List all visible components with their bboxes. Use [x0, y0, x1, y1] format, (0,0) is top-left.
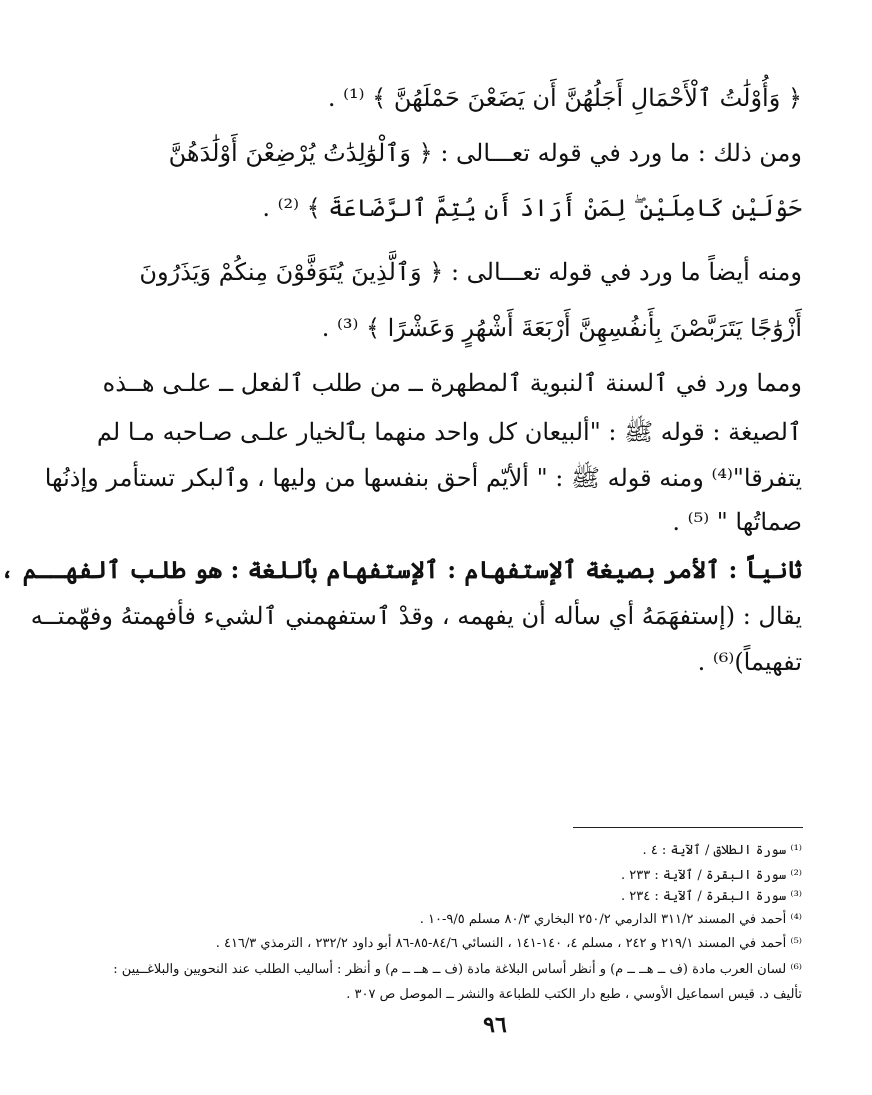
footnote-6-continued: تأليف د. قيس اسماعيل الأوسي ، طبع دار الكتب للطباعة والنشر ــ الموصل ص ٣٠٧ . — [346, 987, 802, 1002]
section-heading-line: ثانياً : ٱلأمر بصيغة ٱلإستفهام : ٱلإستفهام بٱللغة : هو طلب ٱلفهــم ، — [0, 555, 802, 584]
text-line-6: ومما ورد في ٱلسنة ٱلنبوية ٱلمطهرة ــ من طلب ٱلفعل ــ علـى هــذه — [102, 369, 802, 397]
text-line-2: ومن ذلك : ما ورد في قوله تعـــالى : ﴿ وَٱلْوَٰلِدَٰتُ يُرْضِعْنَ أَوْلَٰدَهُنَّ — [168, 139, 802, 167]
text-line-quran-verse-1: ﴿ وَأُوْلَٰتُ ٱلْأَحْمَالِ أَجَلُهُنَّ أَن يَضَعْنَ حَمْلَهُنَّ ﴾ ⁽¹⁾ . — [327, 84, 802, 112]
text-line-3: حَوْلَيْنِ كَامِلَيْنِ ۖ لِمَنْ أَرَادَ أَن يُتِمَّ ٱلرَّضَاعَةَ ﴾ ⁽²⁾ . — [262, 194, 802, 222]
footnote-4: ⁽⁴⁾ أحمد في المسند ٣١١/٢ الدارمي ٢٥٠/٢ البخاري ٨٠/٣ مسلم ٩/٥-١٠ . — [419, 912, 802, 927]
page-number: ٩٦ — [483, 1012, 507, 1038]
text-line-11: يقال : (إستفهَمَهُ أي سأله أن يفهمه ، وقدْ ٱستفهمني ٱلشيء فأفهمتهُ وفهّمتــه — [30, 602, 802, 630]
footnote-5: ⁽⁵⁾ أحمد في المسند ٢١٩/١ و ٢٤٢ ، مسلم ٤، ١٤٠-١٤١ ، النسائي ٨٤/٦-٨٥-٨٦ أبو داود ٢٣٢/٢ ، الترمذي ٤١٦/٣ . — [215, 936, 802, 951]
footnote-1: ⁽¹⁾ سورة الطلاق / ٱلآية : ٤ . — [642, 843, 802, 858]
footnote-6: ⁽⁶⁾ لسان العرب مادة (ف ــ هــ ــ م) و أنظر أساس البلاغة مادة (ف ــ هــ ــ م) و أنظر : أساليب الطلب عند النحويين والبلاغــيين : — [113, 962, 802, 977]
footnote-divider — [573, 827, 803, 828]
text-line-5: أَزْوَٰجًا يَتَرَبَّصْنَ بِأَنفُسِهِنَّ أَرْبَعَةَ أَشْهُرٍ وَعَشْرًا ﴾ ⁽³⁾ . — [321, 314, 802, 342]
text-line-12: تفهيماً)⁽⁶⁾ . — [697, 648, 802, 676]
text-line-7: ٱلصيغة : قوله ﷺ : "ألبيعان كل واحد منهما بٱلخيار علـى صـاحبه مـا لم — [96, 418, 802, 446]
footnote-2: ⁽²⁾ سورة البقرة / ٱلآية : ٢٣٣ . — [620, 868, 802, 883]
text-line-8: يتفرقا"⁽⁴⁾ ومنه قوله ﷺ : " ألأيّم أحق بنفسها من وليها ، وٱلبكر تستأمر وإذنُها — [44, 464, 802, 492]
text-line-4: ومنه أيضاً ما ورد في قوله تعـــالى : ﴿ وَٱلَّذِينَ يُتَوَفَّوْنَ مِنكُمْ وَيَذَرُونَ — [139, 258, 802, 286]
text-line-9: صماتُها " ⁽⁵⁾ . — [672, 508, 802, 536]
footnote-3: ⁽³⁾ سورة البقرة / ٱلآية : ٢٣٤ . — [620, 889, 802, 904]
